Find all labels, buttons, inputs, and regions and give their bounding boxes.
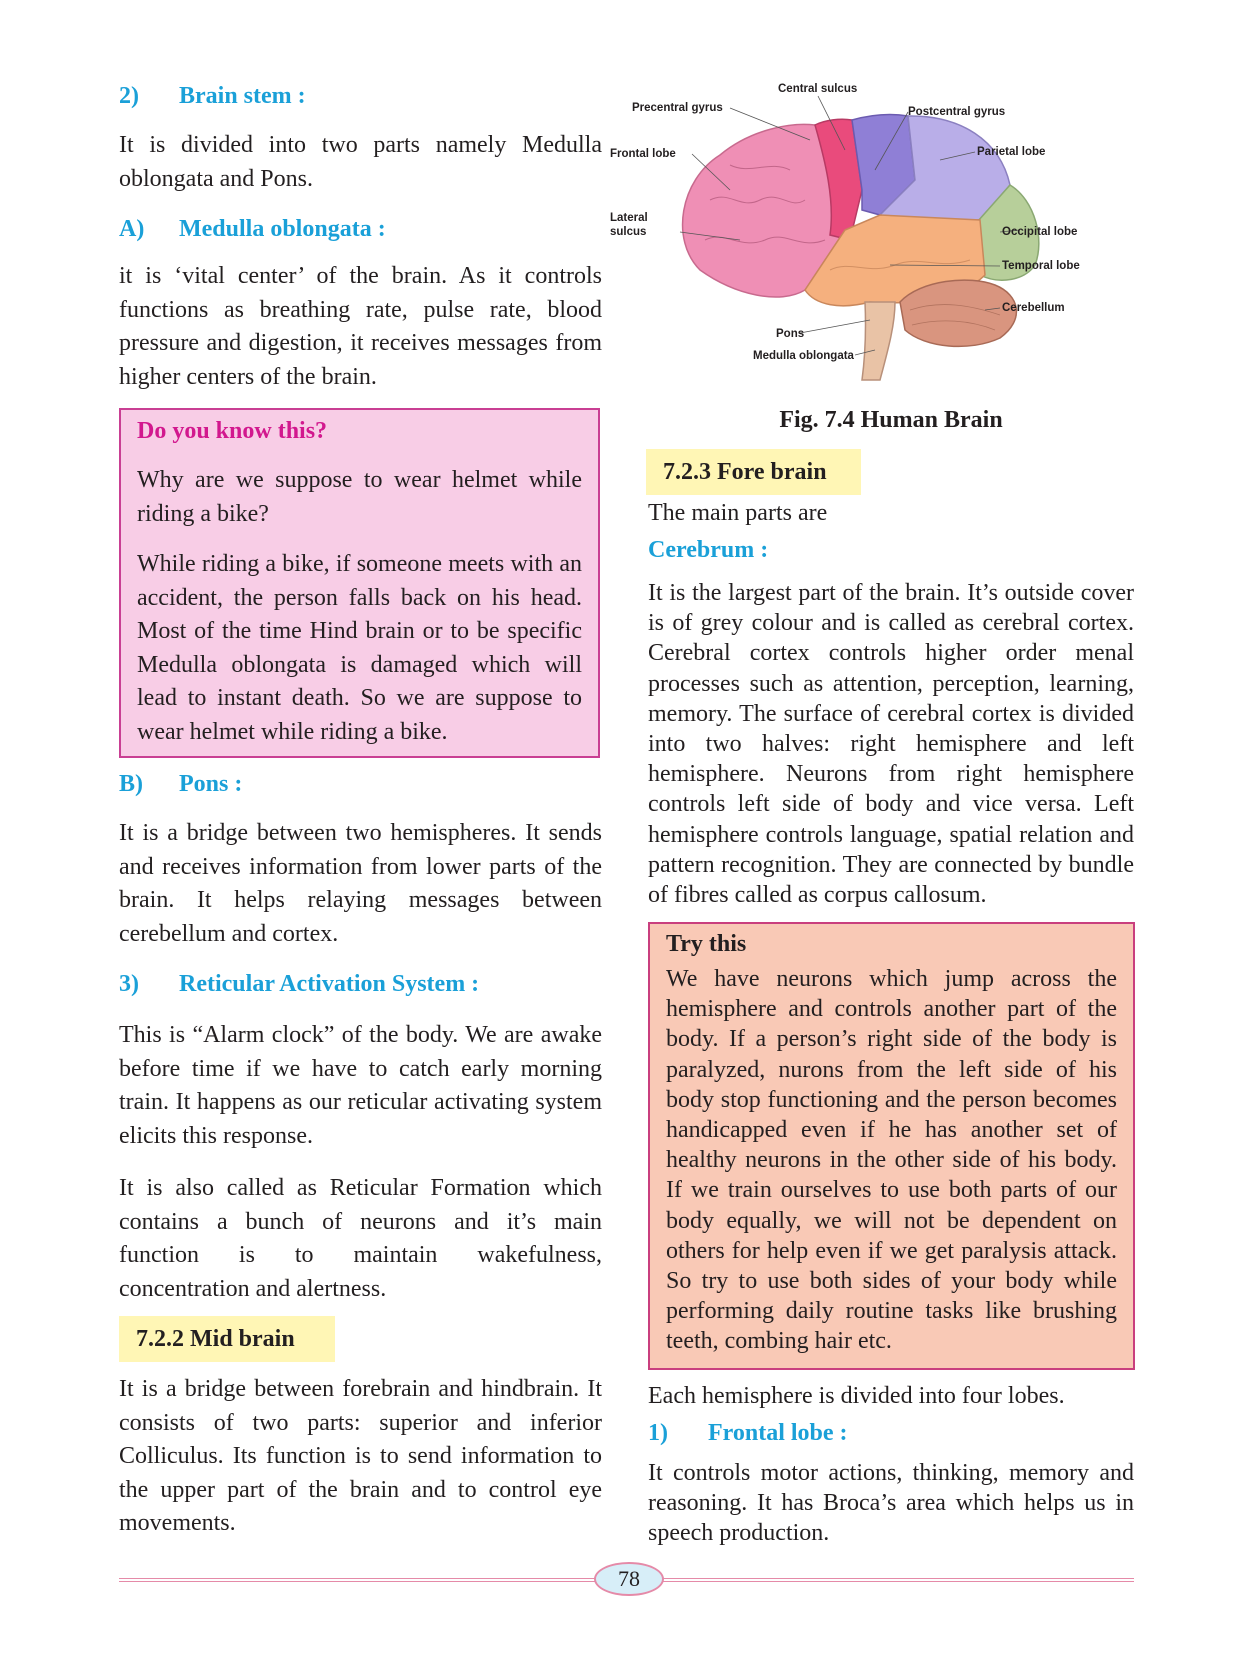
label-cerebellum: Cerebellum [1002, 302, 1065, 314]
forebrain-heading: 7.2.3 Fore brain [646, 449, 861, 495]
brain-stem-paragraph: It is divided into two parts namely Medulla oblongata and Pons. [119, 132, 602, 192]
label-postcentral-gyrus: Postcentral gyrus [908, 106, 1006, 118]
heading-brain-stem [119, 83, 306, 110]
brainstem-shape [862, 302, 895, 380]
heading-number: B) [119, 771, 143, 797]
ras-paragraph-2: It is also called as Reticular Formation which contains a bunch of neurons and it’s main function is to maintain wakefulness, concentration and alertness. [119, 1175, 602, 1302]
label-occipital-lobe: Occipital lobe [1002, 226, 1078, 238]
frontal-lobe-paragraph: It controls motor actions, thinking, memory and reasoning. It has Broca’s area which helps us in speech production. [648, 1460, 1134, 1547]
label-central-sulcus: Central sulcus [778, 83, 858, 95]
label-sulcus: sulcus [610, 226, 647, 238]
pons-paragraph: It is a bridge between two hemispheres. It sends and receives information from lower parts of the brain. It helps relaying messages between cerebellum and cortex. [119, 820, 602, 947]
try-this-text: We have neurons which jump across the hemisphere and controls another part of the body. If a person’s right side of the body is paralyzed, nurons from the left side of his body stop functioning and the person becomes handicapped even if he has another set of healthy neurons in the other side of his body. If we train ourselves to use both parts of our body equally, we will not be dependent on others for help even if we get paralysis attack. So try to use both sides of your body while performing daily routine tasks like brushing teeth, combing hair etc. [666, 966, 1117, 1355]
heading-text: Pons : [179, 771, 243, 797]
heading-frontal-lobe [648, 1420, 848, 1447]
page-number: 78 [618, 1566, 640, 1591]
do-you-know-answer: While riding a bike, if someone meets with an accident, the person falls back on his head. Most of the time Hind brain or to be specific Medulla oblongata is damaged which will lead to instant death. So we are suppose to wear helmet while riding a bike. [137, 551, 582, 745]
label-temporal-lobe: Temporal lobe [1002, 260, 1080, 272]
label-precentral-gyrus: Precentral gyrus [632, 102, 723, 114]
label-pons: Pons [776, 328, 805, 340]
label-frontal-lobe: Frontal lobe [610, 148, 676, 160]
page-number-badge [594, 1562, 664, 1596]
label-medulla-oblongata: Medulla oblongata [753, 350, 854, 362]
brain-figure [610, 80, 1160, 390]
heading-text: Frontal lobe : [708, 1420, 848, 1446]
midbrain-heading: 7.2.2 Mid brain [119, 1316, 335, 1362]
heading-ras [119, 971, 479, 998]
heading-number: 2) [119, 83, 139, 109]
heading-number: 3) [119, 971, 139, 997]
midbrain-paragraph: It is a bridge between forebrain and hindbrain. It consists of two parts: superior and inferior Colliculus. Its function is to send information to the upper part of the brain and to control eye movements. [119, 1376, 602, 1536]
cerebrum-paragraph: It is the largest part of the brain. It’s outside cover is of grey colour and is called as cerebral cortex. Cerebral cortex controls higher order menal processes such as attention, perception, learning, memory. The surface of cerebral cortex is divided into two halves: right hemisphere and left hemisphere. Neurons from right hemisphere controls left side of body and vice versa. Left hemisphere controls language, spatial relation and pattern recognition. They are connected by bundle of fibres called as corpus callosum. [648, 580, 1134, 909]
do-you-know-box [119, 408, 600, 758]
heading-text: Reticular Activation System : [179, 971, 480, 997]
medulla-paragraph: it is ‘vital center’ of the brain. As it controls functions as breathing rate, pulse rate, blood pressure and digestion, it receives messages from higher centers of the brain. [119, 263, 602, 390]
ras-paragraph-1: This is “Alarm clock” of the body. We are awake before time if we have to catch early morning train. It happens as our reticular activating system elicits this response. [119, 1022, 602, 1149]
label-lateral: Lateral [610, 212, 648, 224]
heading-text: Medulla oblongata : [179, 216, 386, 242]
label-parietal-lobe: Parietal lobe [977, 146, 1046, 158]
heading-number: A) [119, 216, 145, 242]
try-this-title: Try this [666, 931, 747, 957]
heading-medulla [119, 216, 386, 243]
lobes-intro: Each hemisphere is divided into four lobes. [648, 1383, 1065, 1409]
try-this-box [648, 922, 1135, 1370]
heading-cerebrum: Cerebrum : [648, 537, 769, 563]
do-you-know-title: Do you know this? [137, 418, 328, 444]
forebrain-intro: The main parts are [648, 500, 828, 526]
cerebellum-shape [900, 280, 1016, 346]
figure-caption: Fig. 7.4 Human Brain [779, 407, 1003, 433]
do-you-know-question: Why are we suppose to wear helmet while riding a bike? [137, 467, 582, 527]
heading-pons [119, 771, 242, 798]
heading-text: Brain stem : [179, 83, 306, 109]
heading-number: 1) [648, 1420, 668, 1446]
